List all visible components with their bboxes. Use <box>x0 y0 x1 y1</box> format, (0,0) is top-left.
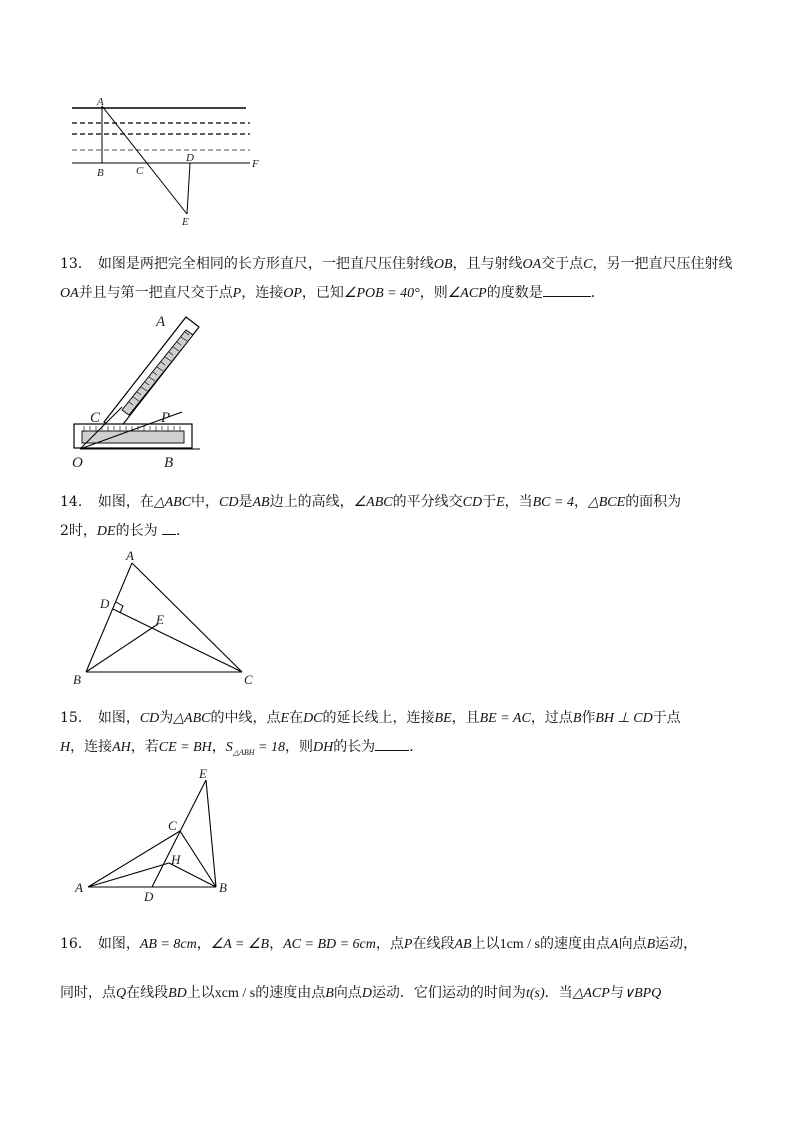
question-13: 13． 如图是两把完全相同的长方形直尺，一把直尺压住射线OB，且与射线OA交于点C，另一把直尺压住射线OA并且与第一把直尺交于点P，连接OP，已知∠POB = 40°，则∠ACP的度数是 ． <box>60 256 733 301</box>
label-o: O <box>72 455 83 471</box>
answer-blank[interactable] <box>375 736 409 751</box>
question-15: 15． 如图，CD为△ABC的中线，点E在DC的延长线上，连接BE，且BE = AC，过点B作BH ⊥ CD于点 H，连接AH，若CE = BH，$S_{\triangle ABH} = 18$，则DH的长为 ． <box>60 710 681 757</box>
tilted-ruler-inner <box>122 330 193 415</box>
question-number: 13． <box>60 256 92 272</box>
label-p: P <box>161 410 171 426</box>
segment-ah <box>88 863 169 887</box>
label-e: E <box>199 766 207 781</box>
label-h: H <box>171 852 181 867</box>
label-b: B <box>73 672 81 687</box>
label-e: E <box>182 216 189 228</box>
side-ab <box>86 563 132 672</box>
side-bc <box>180 831 216 887</box>
label-e: E <box>156 612 164 627</box>
segment-ae <box>102 106 187 214</box>
label-a: A <box>75 880 83 895</box>
figure-q13 <box>60 312 230 472</box>
label-c: C <box>244 672 253 687</box>
label-a: A <box>126 548 134 563</box>
question-16: 16． 如图，AB = 8cm，∠A = ∠B，AC = BD = 6cm，点P在线段AB上以1cm / s的速度由点A向点B运动， 同时，点Q在线段BD上以xcm / s的速度由点B向点D运动．它们运动的时间为t(s)．当△ACP与∨BPQ <box>60 936 698 1001</box>
figure-q15 <box>60 766 250 904</box>
label-c: C <box>168 818 177 833</box>
label-f: F <box>252 158 259 170</box>
label-b: B <box>219 880 227 895</box>
label-b: B <box>97 167 104 179</box>
answer-blank[interactable] <box>543 282 591 297</box>
label-a: A <box>156 314 166 330</box>
question-14: 14． 如图，在△ABC中，CD是AB边上的高线，∠ABC的平分线交CD于E，当BC = 4，△BCE的面积为 2时，DE的长为 ． <box>60 494 682 539</box>
label-d: D <box>144 889 154 904</box>
question-number: 16． <box>60 936 92 952</box>
segment-de <box>187 163 190 214</box>
question-number: 15． <box>60 710 92 726</box>
label-d: D <box>100 596 110 611</box>
label-b: B <box>164 455 174 471</box>
line-de <box>152 780 206 887</box>
label-d: D <box>186 152 194 164</box>
label-c: C <box>136 165 144 177</box>
answer-blank[interactable] <box>162 520 176 535</box>
question-number: 14． <box>60 494 92 510</box>
horizontal-ruler-inner <box>82 431 184 443</box>
figure-q14 <box>60 548 270 690</box>
bisector-be <box>86 624 158 672</box>
side-ac <box>132 563 242 672</box>
figure-q12 <box>60 92 270 232</box>
label-a: A <box>97 96 104 108</box>
segment-be <box>206 780 216 887</box>
label-c: C <box>90 410 101 426</box>
